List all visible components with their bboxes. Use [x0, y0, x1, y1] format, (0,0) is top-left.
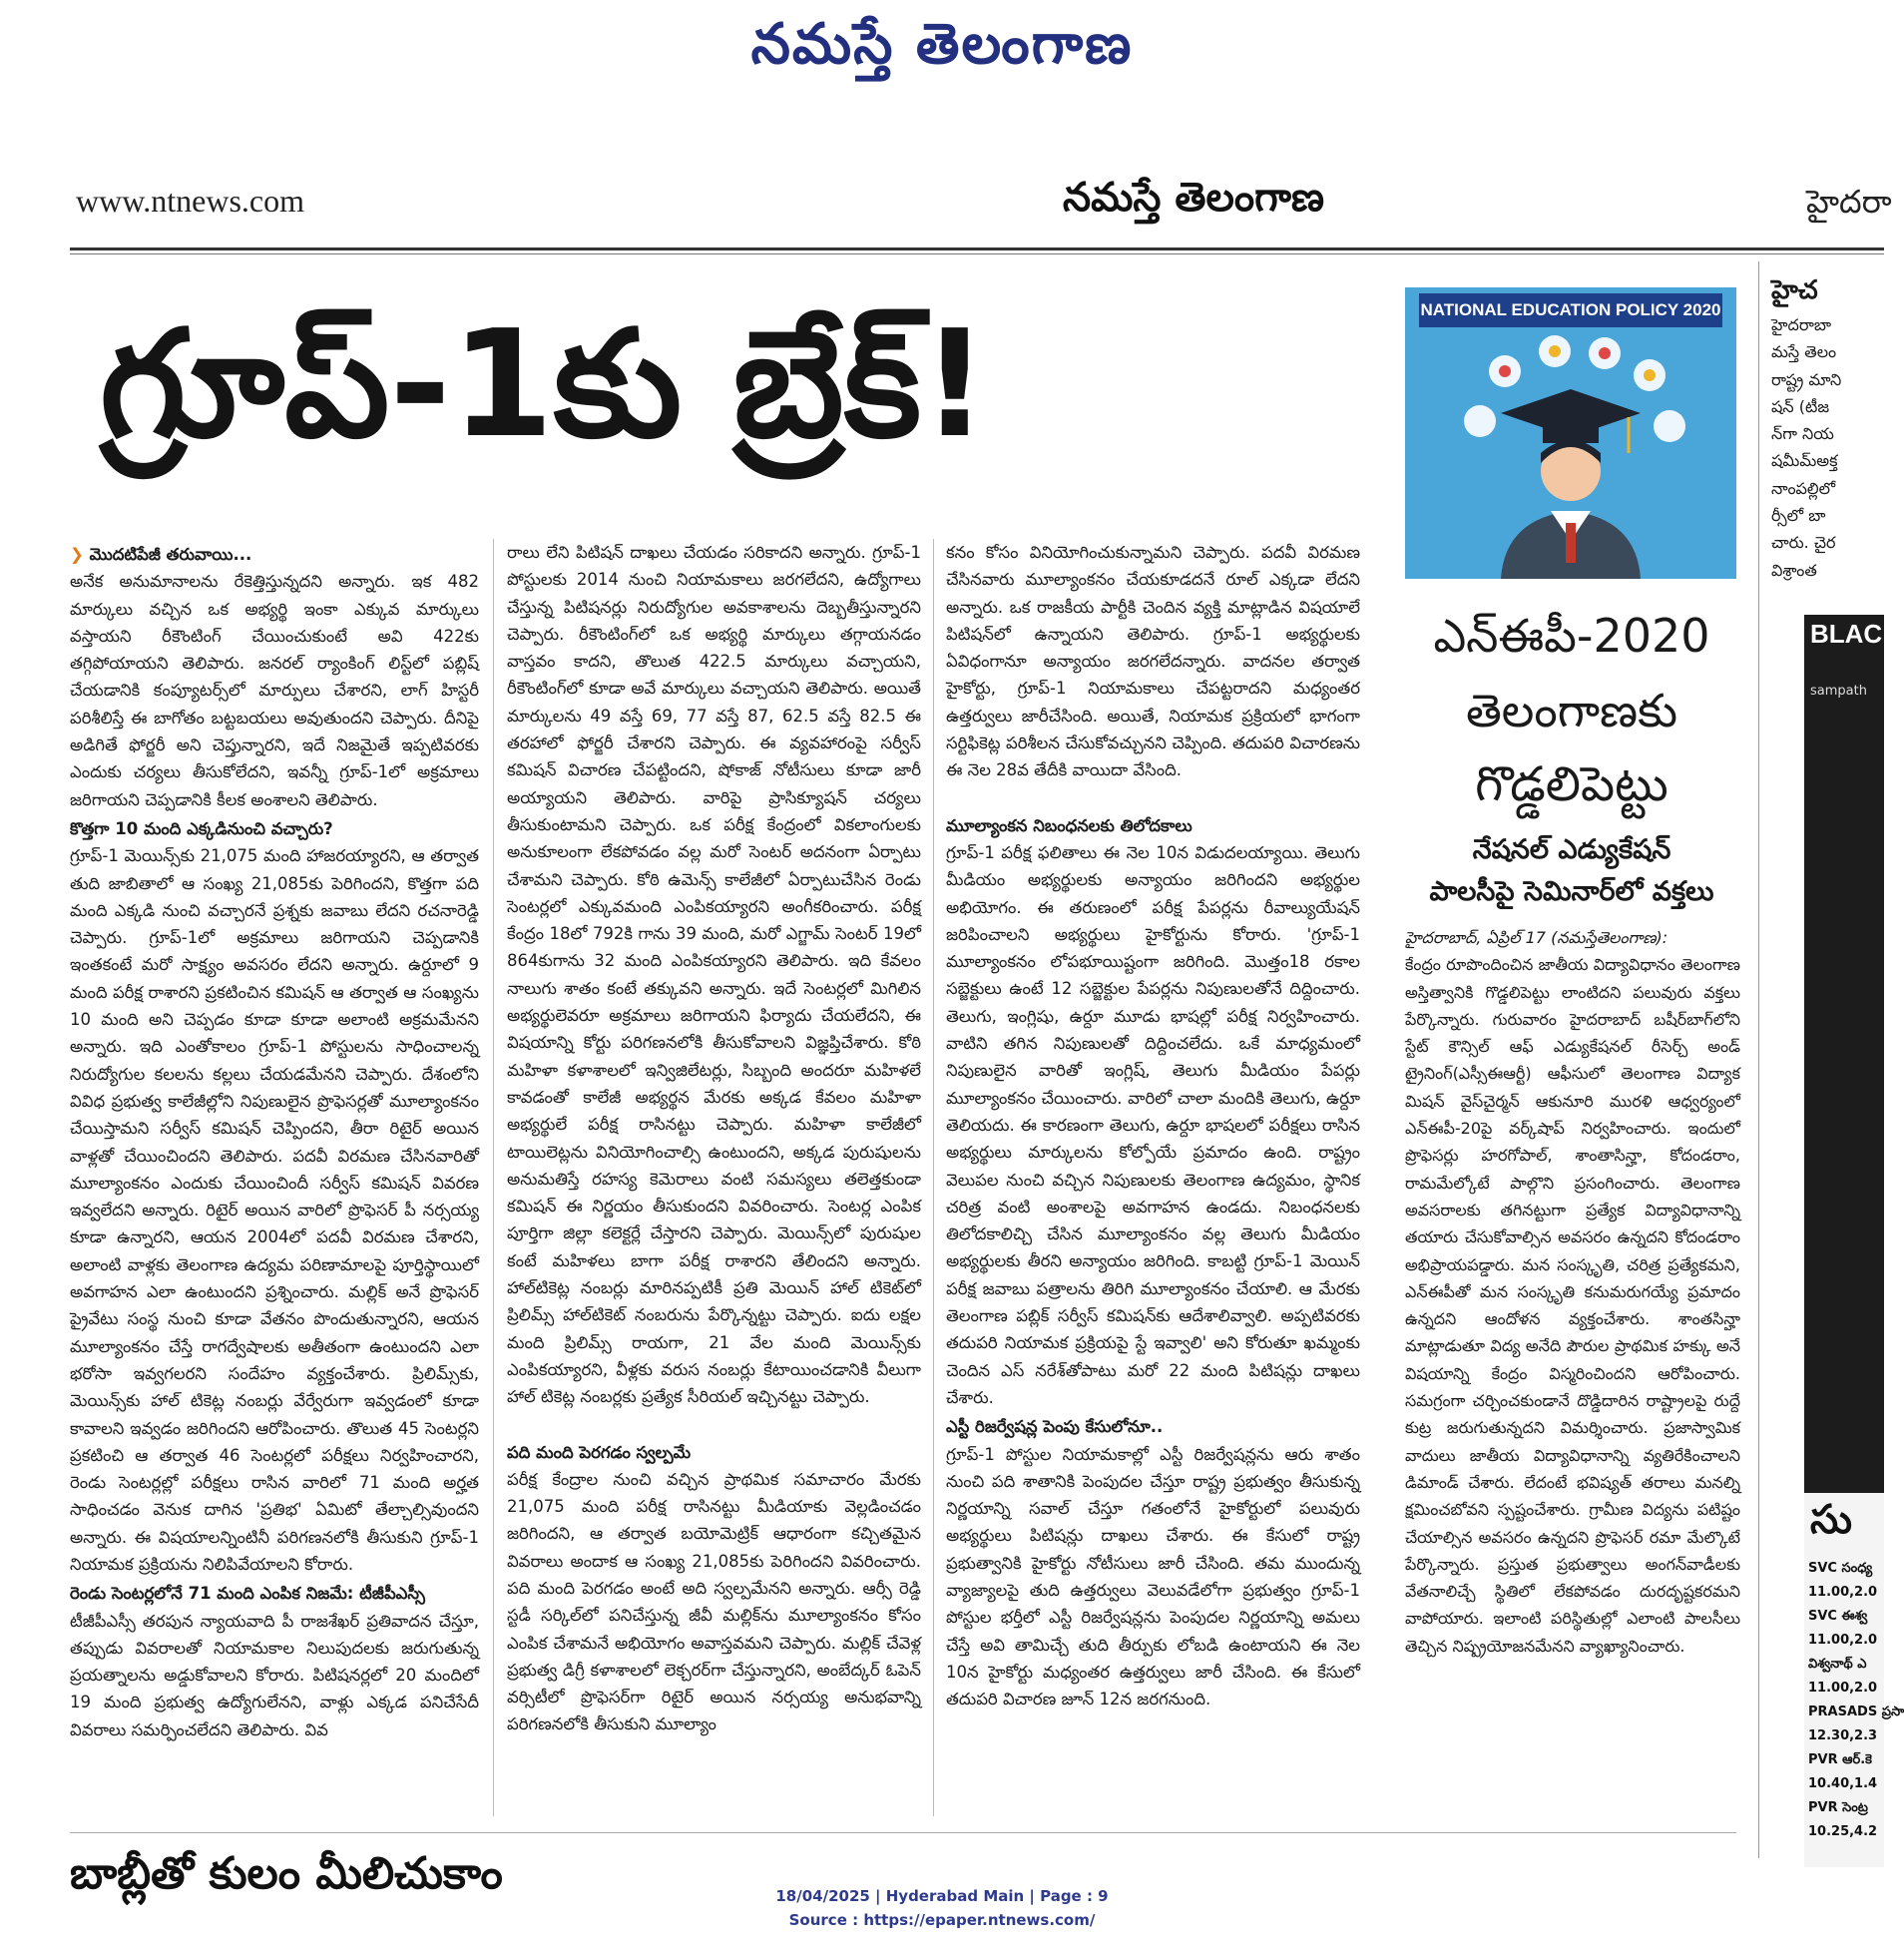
- nep-headline-line1: ఎన్‌ఈపీ-2020: [1433, 609, 1710, 663]
- ad-listing: 11.00,2.0: [1808, 1633, 1878, 1648]
- adjacent-line: మస్తే తెలం: [1771, 342, 1837, 362]
- column-divider: [493, 539, 494, 1816]
- subheading: మూల్యాంకన నిబంధనలకు తిలోదకాలు: [946, 815, 1192, 835]
- nep-banner: NATIONAL EDUCATION POLICY 2020: [1419, 293, 1722, 327]
- main-headline: గ్రూప్-1కు బ్రేక్!: [100, 298, 989, 470]
- paragraph: పరీక్ష కేంద్రాల నుంచి వచ్చిన ప్రాథమిక సమాచారం మేరకు 21,075 మంది పరీక్ష రాసినట్టు మీడియాకు వెల్లడించడం జరిగిందని, ఆ తర్వాత బయోమెట్రిక్ ఆధారంగా కచ్చితమైన వివరాలు అందాక ఆ సంఖ్య 21,085కు పెరిగిందని వివరించారు. పది మంది పెరగడం అంటే అది స్వల్పమేనని అన్నారు. ఆర్సీ రెడ్డి స్టడీ సర్కిల్‌లో పనిచేస్తున్న జీవీ మల్లిక్‌ను మూల్యాంకనం కోసం ఎంపిక చేశామనే అభియోగం అవాస్తవమని చెప్పారు. మల్లిక్ చేవెళ్ల ప్రభుత్వ డిగ్రీ కళాశాలలో లెక్చరర్‌గా చేస్తున్నారని, అంబేద్కర్ ఓపెన్ వర్సిటీలో ప్రొఫెసర్‌గా రిటైర్ అయిన నర్సయ్య అనుభవాన్ని పరిగణనలోకి తీసుకుని మూల్యాం: [507, 1469, 921, 1734]
- ad-subtitle: సు: [1810, 1497, 1852, 1543]
- article-column-2: [507, 539, 921, 1738]
- adjacent-headline: హైచ: [1771, 275, 1818, 305]
- ad-listing: 10.40,1.4: [1808, 1776, 1878, 1791]
- adjacent-line: షమీమ్‌అక్త: [1771, 451, 1838, 471]
- ad-listing: 10.25,4.2: [1808, 1824, 1878, 1839]
- next-article-headline-cropped: బాబ్లీతో కులం మీలిచుకాం: [70, 1848, 503, 1899]
- ad-listing-panel: [1804, 1493, 1904, 1867]
- ad-listing: 12.30,2.3: [1808, 1728, 1878, 1743]
- ad-listing: PVR సెంట్ర: [1808, 1800, 1868, 1815]
- adjacent-line: హైదరాబా: [1771, 315, 1831, 334]
- page-footer: [0, 1884, 1884, 1932]
- adjacent-line: రాష్ట్ర మాని: [1771, 369, 1842, 389]
- adjacent-line: న్‌గా నియ: [1771, 424, 1834, 444]
- ad-title: BLACK: [1810, 619, 1901, 649]
- subheading: ఎస్టీ రిజర్వేషన్ల పెంపు కేసులోనూ..: [946, 1417, 1164, 1437]
- ad-listing: 11.00,2.0: [1808, 1681, 1878, 1696]
- adjacent-line: షన్ (టీజ: [1771, 396, 1830, 416]
- page-header: [70, 175, 1892, 244]
- header-rule-thin: [70, 253, 1884, 254]
- nep-subheadline-line1: నేషనల్ ఎడ్యుకేషన్: [1472, 834, 1671, 865]
- nep-headline-line2: తెలంగాణకు: [1465, 684, 1677, 737]
- footer-rule: [70, 1832, 1736, 1833]
- article-column-1: [70, 539, 479, 1743]
- nep-headline-line3: గొడ్డలిపెట్టు: [1475, 756, 1668, 812]
- edition-info: 18/04/2025 | Hyderabad Main | Page : 9: [775, 1887, 1109, 1905]
- masthead-logo: నమస్తే తెలంగాణ: [750, 12, 1134, 77]
- ad-listing: PRASADS ప్రసా: [1808, 1705, 1904, 1719]
- header-rule: [70, 247, 1884, 250]
- nep-article-body: [1405, 924, 1740, 1660]
- article-column-3: [946, 539, 1360, 1712]
- ad-listing: విశ్వనాథ్ ఎ: [1808, 1657, 1867, 1672]
- column-divider: [933, 539, 934, 1816]
- paragraph: గ్రూప్-1 పోస్టుల నియామకాల్లో ఎస్టీ రిజర్వేషన్లను ఆరు శాతం నుంచి పది శాతానికి పెంపుదల చేస్తూ రాష్ట్ర ప్రభుత్వం తీసుకున్న నిర్ణయాన్ని సవాల్ చేస్తూ గతంలోనే హైకోర్టులో పలువురు అభ్యర్థులు పిటిషన్లు దాఖలు చేశారు. ఈ కేసులో రాష్ట్ర ప్రభుత్వానికి హైకోర్టు నోటీసులు జారీ చేసింది. తమ ముందున్న వ్యాజ్యాలపై తుది ఉత్తర్వులు వెలువడేలోగా ప్రభుత్వం గ్రూప్-1 పోస్టుల భర్తీలో ఎస్టీ రిజర్వేషన్లను పెంపుదల నిర్ణయాన్ని అమలు చేస్తే అవి తామిచ్చే తుది తీర్పుకు లోబడి ఉంటాయని ఈ నెల 10న హైకోర్టు మధ్యంతర ఉత్తర్వులు జారీ చేసింది. ఈ కేసులో తదుపరి విచారణ జూన్ 12న జరగనుంది.: [946, 1444, 1360, 1709]
- adjacent-line: చారు. చైర: [1771, 533, 1836, 553]
- paper-name: నమస్తే తెలంగాణ: [1063, 175, 1325, 221]
- adjacent-line: నాంపల్లిలో: [1771, 478, 1836, 498]
- nep-subheadline-line2: పాలసీపై సెమినార్‌లో వక్తలు: [1429, 876, 1714, 907]
- ad-listing: SVC ఈశ్వ: [1808, 1609, 1868, 1624]
- paragraph: గ్రూప్-1 మెయిన్స్‌కు 21,075 మంది హాజరయ్యారని, ఆ తర్వాత తుది జాబితాలో ఆ సంఖ్య 21,085కు పెరిగిందని, కొత్తగా పది మంది ఎక్కడి నుంచి వచ్చారనే ప్రశ్నకు జవాబు లేదని రచనారెడ్డి చెప్పారు. గ్రూప్-1లో అక్రమాలు జరిగాయని చెప్పడానికి ఇంతకంటే మరో సాక్ష్యం అవసరం లేదని అన్నారు. ఉర్దూలో 9 మంది పరీక్ష రాశారని ప్రకటించిన కమిషన్ ఆ తర్వాత ఆ సంఖ్యను 10 మంది అని చెప్పడం కూడా కూడా అలాంటి అక్రమమేనని అన్నారు. ఇది ఎంతోకాలం గ్రూప్-1 పోస్టులను సాధించాలన్న నిరుద్యోగుల కలలను కల్లలు చేయడమేనని చెప్పారు. దేశంలోని వివిధ ప్రభుత్వ కాలేజీల్లోని నిపుణులైన ప్రొఫెసర్లతో మూల్యాంకనం చేయిస్తామని సర్వీస్ కమిషన్ చెప్పిందని, తీరా రిటైర్ అయిన వాళ్లతో చేయించిందని తెలిపారు. పదవీ విరమణ చేసినవారితో మూల్యాంకనం ఎందుకు చేయించిందీ సర్వీస్ కమిషన్ వివరణ ఇవ్వలేదని అన్నారు. రిటైర్ అయిన వారిలో ప్రొఫెసర్ పీ నర్సయ్య కూడా ఉన్నారని, ఆయన 2004లో పదవీ విరమణ చేశారని, అలాంటి వాళ్లకు తెలంగాణ ఉద్యమ పరిణామాలపై పూర్తిస్థాయిలో అవగాహన ఎలా ఉంటుందని ప్రశ్నించారు. మల్లిక్ అనే ప్రొఫెసర్ ప్రైవేటు సంస్థ నుంచి కూడా వేతనం పొందుతున్నారని, ఆయన మూల్యాంకనం చేస్తే రాగద్వేషాలకు అతీతంగా ఉంటుందని ఎలా భరోసా ఇవ్వగలరని సందేహం వ్యక్తంచేశారు. ప్రిలిమ్స్‌కు, మెయిన్స్‌కు హాల్ టికెట్ల నంబర్లు వేర్వేరుగా ఇవ్వడంలో కూడా కావాలని ఇవ్వడం జరిగిందని ఆరోపించారు. తొలుత 45 సెంటర్లని ప్రకటించి ఆ తర్వాత 46 సెంటర్లలో పరీక్షలు నిర్వహించారని, రెండు సెంటర్లల్లో పరీక్షలు రాసిన వారిలో 71 మంది అర్హత సాధించడం వెనుక దాగిన 'ప్రతిభ' ఏమిటో తేల్చాల్సివుందని అన్నారు. ఈ విషయాలన్నింటినీ పరిగణనలోకి తీసుకుని గ్రూప్-1 నియామక ప్రక్రియను నిలిపివేయాలని కోరారు.: [70, 846, 479, 1574]
- adjacent-line: ర్సీలో బా: [1771, 506, 1826, 526]
- subheading: కొత్తగా 10 మంది ఎక్కడినుంచి వచ్చారు?: [70, 818, 333, 838]
- movie-advertisement: [1804, 615, 1904, 1867]
- edition-city: హైదరా: [1806, 183, 1892, 221]
- paragraph: గ్రూప్-1 పరీక్ష ఫలితాలు ఈ నెల 10న విడుదలయ్యాయి. తెలుగు మీడియం అభ్యర్థులకు అన్యాయం జరిగిందని అభ్యర్థుల అభియోగం. ఈ తరుణంలో పరీక్ష పేపర్లను రీవాల్యుయేషన్ జరిపించాలని అభ్యర్థులు హైకోర్టును కోరారు. 'గ్రూప్-1 మూల్యాంకనం లోపభూయిష్టంగా జరిగింది. మొత్తం18 రకాల సబ్జెక్టులు ఉంటే 12 సబ్జెక్టుల పేపర్లను నిపుణులతోనే దిద్దించారు. తెలుగు, ఇంగ్లిషు, ఉర్దూ మూడు భాషల్లో పరీక్ష నిర్వహించారు. వాటిని తగిన నిపుణులతో దిద్దించలేదు. ఒకే మాధ్యమంలో నిపుణులైన వారితో ఇంగ్లిష్, తెలుగు మీడియం పేపర్లు మూల్యాంకనం చేయించారు. వారిలో చాలా మందికి తెలుగు, ఉర్దూ తెలియదు. ఈ కారణంగా తెలుగు, ఉర్దూ భాషలలో పరీక్షలు రాసిన అభ్యర్థులు మార్కులను కోల్పోయే ప్రమాదం ఉంది. రాష్ట్రం వెలుపల నుంచి వచ్చిన నిపుణులకు తెలంగాణ ఉద్యమం, స్థానిక చరిత్ర వంటి అంశాలపై అవగాహన ఉండదు. నిబంధనలకు తిలోదకాలిచ్చి చేసిన మూల్యాంకనం వల్ల తెలుగు మీడియం అభ్యర్థులకు తీరని అన్యాయం జరిగింది. కాబట్టి గ్రూప్-1 మెయిన్ పరీక్ష జవాబు పత్రాలను తిరిగి మూల్యాంకనం చేయాలి. ఆ మేరకు తెలంగాణ పబ్లిక్ సర్వీస్ కమిషన్‌కు ఆదేశాలివ్వాలి. అప్పటివరకు తదుపరి నియామక ప్రక్రియపై స్టే ఇవ్వాలి' అని కోరుతూ ఖమ్మంకు చెందిన ఎస్ నరేశ్‌తోపాటు మరో 22 మంది పిటిషన్లు దాఖలు చేశారు.: [946, 842, 1360, 1407]
- nep-illustration: [1405, 287, 1736, 579]
- ad-listing: 11.00,2.0: [1808, 1585, 1878, 1600]
- chevron-right-icon: ❯: [70, 545, 84, 564]
- adjacent-line: విశ్రాంత: [1771, 560, 1817, 580]
- subheading: పది మంది పెరగడం స్వల్పమే: [507, 1442, 692, 1462]
- site-url: www.ntnews.com: [76, 183, 304, 219]
- continuation-label: ❯ మొదటిపేజీ తరువాయి...: [70, 545, 252, 564]
- dateline: హైదరాబాద్, ఏప్రిల్ 17 (నమస్తేతెలంగాణ):: [1405, 928, 1668, 947]
- column-divider: [1758, 261, 1759, 1858]
- paragraph: టీజీపీఎస్సీ తరపున న్యాయవాది పీ రాజశేఖర్ ప్రతివాదన చేస్తూ, తప్పుడు వివరాలతో నియామకాల నిలుపుదలకు జరుగుతున్న ప్రయత్నాలను అడ్డుకోవాలని కోరారు. పిటిషనర్లలో 20 మందిలో 19 మంది ప్రభుత్వ ఉద్యోగులేనని, వాళ్లు ఎక్కడ పనిచేసేదీ వివరాలు సమర్పించలేదని తెలిపారు. వివ: [70, 1611, 479, 1739]
- source-link[interactable]: Source : https://epaper.ntnews.com/: [788, 1911, 1096, 1929]
- graduate-illustration: [1405, 331, 1736, 579]
- ad-listing: SVC సంధ్య: [1808, 1561, 1873, 1576]
- paragraph: కనం కోసం వినియోగించుకున్నామని చెప్పారు. పదవీ విరమణ చేసినవారు మూల్యాంకనం చేయకూడదనే రూల్ ఎక్కడా లేదని అన్నారు. ఒక రాజకీయ పార్టీకి చెందిన వ్యక్తి మాట్లాడిన విషయాలే పిటిషన్‌లో ఉన్నాయని తెలిపారు. గ్రూప్-1 అభ్యర్థులకు ఏవిధంగానూ అన్యాయం జరగలేదన్నారు. వాదనల తర్వాత హైకోర్టు, గ్రూప్-1 నియామకాలు చేపట్టరాదని మధ్యంతర ఉత్తర్వులు జారీచేసింది. అయితే, నియామక ప్రక్రియలో భాగంగా సర్టిఫికెట్ల పరిశీలన చేసుకోవచ్చునని చెప్పింది. తదుపరి విచారణను ఈ నెల 28వ తేదీకి వాయిదా వేసింది.: [946, 543, 1360, 780]
- ad-brand: sampath: [1810, 684, 1867, 699]
- paragraph: రాలు లేని పిటిషన్ దాఖలు చేయడం సరికాదని అన్నారు. గ్రూప్-1 పోస్టులకు 2014 నుంచి నియామకాలు జరగలేదని, ఉద్యోగాలు చేస్తున్న పిటిషనర్లు నిరుద్యోగుల అవకాశాలను దెబ్బతీస్తున్నారని చెప్పారు. రీకౌంటింగ్‌లో ఒక అభ్యర్థి మార్కులు తగ్గాయనడం వాస్తవం కాదని, తొలుత 422.5 మార్కులు వచ్చాయని, రీకౌంటింగ్‌లో కూడా అవే మార్కులు వచ్చాయని తెలిపారు. అయితే మార్కులను 49 వస్తే 69, 77 వస్తే 87, 62.5 వస్తే 82.5 ఈ తరహాలో ఫోర్జరీ చేశారని చెప్పారు. ఈ వ్యవహారంపై సర్వీస్ కమిషన్ విచారణ చేపట్టిందని, షోకాజ్ నోటీసులు కూడా జారీ అయ్యాయని తెలిపారు. వారిపై ప్రాసిక్యూషన్ చర్యలు తీసుకుంటామని చెప్పారు. ఒక పరీక్ష కేంద్రంలో వికలాంగులకు అనుకూలంగా లేకపోవడం వల్ల మరో సెంటర్ అదనంగా ఏర్పాటు చేశామని చెప్పారు. కోఠి ఉమెన్స్ కాలేజీలో ఏర్పాటుచేసిన రెండు సెంటర్లలో ఎక్కువమంది ఎంపికయ్యారని అంగీకరించారు. పరీక్ష కేంద్రం 18లో 792కి గాను 39 మంది, మరో ఎగ్జామ్ సెంటర్ 19లో 864కుగాను 32 మంది ఎంపికయ్యారని తెలిపారు. ఇది కేవలం నాలుగు శాతం కంటే తక్కువని అన్నారు. ఇదే సెంటర్లలో మిగిలిన అభ్యర్థులెవరూ అక్రమాలు జరిగాయని ఫిర్యాదు చేయలేదని, ఈ విషయాన్ని కోర్టు పరిగణనలోకి తీసుకోవాలని విజ్ఞప్తిచేశారు. కోఠి మహిళా కళాశాలలో ఇన్విజిలేటర్లు, సిబ్బంది అందరూ మహిళలే కావడంతో కాలేజీ అభ్యర్థన మేరకు అక్కడ కేవలం మహిళా అభ్యర్థులే పరీక్ష రాసినట్టు చెప్పారు. మహిళా కాలేజీలో టాయిలెట్లను వినియోగించాల్సి ఉంటుందని, అక్కడ పురుషులను అనుమతిస్తే రహస్య కెమెరాలు వంటి సమస్యలు తలెత్తకుండా కమిషన్ ఈ నిర్ణయం తీసుకుందని వివరించారు. సెంటర్ల ఎంపిక పూర్తిగా జిల్లా కలెక్టర్లే చేస్తారని చెప్పారు. మెయిన్స్‌లో పురుషుల కంటే మహిళలు బాగా పరీక్ష రాశారని తేలిందని అన్నారు. హాల్‌టికెట్ల నంబర్లు మారినప్పటికీ ప్రతి మెయిన్ హాల్ టికెట్‌లో ప్రిలిమ్స్ హాల్‌టికెట్ నంబరును పేర్కొన్నట్టు చెప్పారు. ఐదు లక్షల మంది ప్రిలిమ్స్ రాయగా, 21 వేల మంది మెయిన్స్‌కు ఎంపికయ్యారని, వీళ్లకు వరుస నంబర్లు కేటాయించడానికి వీలుగా హాల్ టికెట్ల నంబర్లకు ప్రత్యేక సీరియల్ ఇచ్చినట్టు చెప్పారు.: [507, 543, 921, 1407]
- paragraph: కేంద్రం రూపొందించిన జాతీయ విద్యావిధానం తెలంగాణ అస్తిత్వానికి గొడ్డలిపెట్టు లాంటిదని పలువురు వక్తలు పేర్కొన్నారు. గురువారం హైదరాబాద్ బషీర్‌బాగ్‌లోని స్టేట్ కౌన్సిల్ ఆఫ్ ఎడ్యుకేషనల్ రీసెర్చ్ అండ్ ట్రైనింగ్(ఎస్సీఈఆర్టీ) ఆఫీసులో తెలంగాణ విద్యాక మిషన్ వైస్‌చైర్మన్ ఆకునూరి మురళి ఆధ్వర్యంలో ఎన్ఈపీ-20పై వర్క్‌షాప్ నిర్వహించారు. ఇందులో ప్రొఫెసర్లు హరగోపాల్, శాంతాసిన్హా, కోదండరాం, రామమేల్కోటే పాల్గొని ప్రసంగించారు. తెలంగాణ అవసరాలకు తగినట్టుగా ప్రత్యేక విద్యావిధానాన్ని తయారు చేసుకోవాల్సిన అవసరం ఉన్నదని కోదండరాం అభిప్రాయపడ్డారు. మన సంస్కృతి, చరిత్ర ప్రత్యేకమని, ఎన్ఈపీతో మన సంస్కృతి కనుమరుగయ్యే ప్రమాదం ఉన్నదని ఆందోళన వ్యక్తంచేశారు. శాంతసిన్హా మాట్లాడుతూ విద్య అనేది పౌరుల ప్రాథమిక హక్కు అనే విషయాన్ని కేంద్రం విస్మరించిందని ఆరోపించారు. సమగ్రంగా చర్చించకుండానే దొడ్డిదారిన రాష్ట్రాలపై రుద్దే కుట్ర జరుగుతున్నదని విమర్శించారు. ప్రజాస్వామిక వాదులు జాతీయ విద్యావిధానాన్ని వ్యతిరేకించాలని డిమాండ్ చేశారు. లేదంటే భవిష్యత్ తరాలు మనల్ని క్షమించబోవని స్పష్టంచేశారు. గ్రామీణ విద్యను పటిష్టం చేయాల్సిన అవసరం ఉన్నదని ప్రొఫెసర్ రమా మేల్కొటే పేర్కొన్నారు. ప్రస్తుత ప్రభుత్వాలు అంగన్‌వాడీలకు వేతనాలిచ్చే స్థితిలో లేకపోవడం దురదృష్టకరమని వాపోయారు. ఇలాంటి పరిస్థితుల్లో ఎలాంటి పాలసీలు తెచ్చిన నిష్ప్రయోజనమేనని వ్యాఖ్యానించారు.: [1405, 955, 1740, 1656]
- paragraph: అనేక అనుమానాలను రేకెత్తిస్తున్నదని అన్నారు. ఇక 482 మార్కులు వచ్చిన ఒక అభ్యర్థి ఇంకా ఎక్కువ మార్కులు వస్తాయని రీకౌంటింగ్ చేయించుకుంటే అవి 422కు తగ్గిపోయాయని తెలిపారు. జనరల్ ర్యాంకింగ్ లిస్ట్‌లో పబ్లిష్ చేయడానికి కంప్యూటర్స్‌లో మార్పులు చేశారని, లాగ్ హిస్టరీ పరిశీలిస్తే ఈ బాగోతం బట్టబయలు అవుతుందని చెప్పారు. దీనిపై అడిగితే ఫోర్జరీ అని చెప్తున్నారని, ఇదే నిజమైతే ఇప్పటివరకు ఎందుకు చర్యలు తీసుకోలేదని, ఇవన్నీ గ్రూప్-1లో అక్రమాలు జరిగాయని చెప్పడానికి కీలక అంశాలని తెలిపారు.: [70, 572, 479, 809]
- ad-listing: PVR ఆర్.కె: [1808, 1752, 1872, 1767]
- subheading: రెండు సెంటర్లలోనే 71 మంది ఎంపిక నిజమే: టీజీపీఎస్సీ: [70, 1584, 425, 1604]
